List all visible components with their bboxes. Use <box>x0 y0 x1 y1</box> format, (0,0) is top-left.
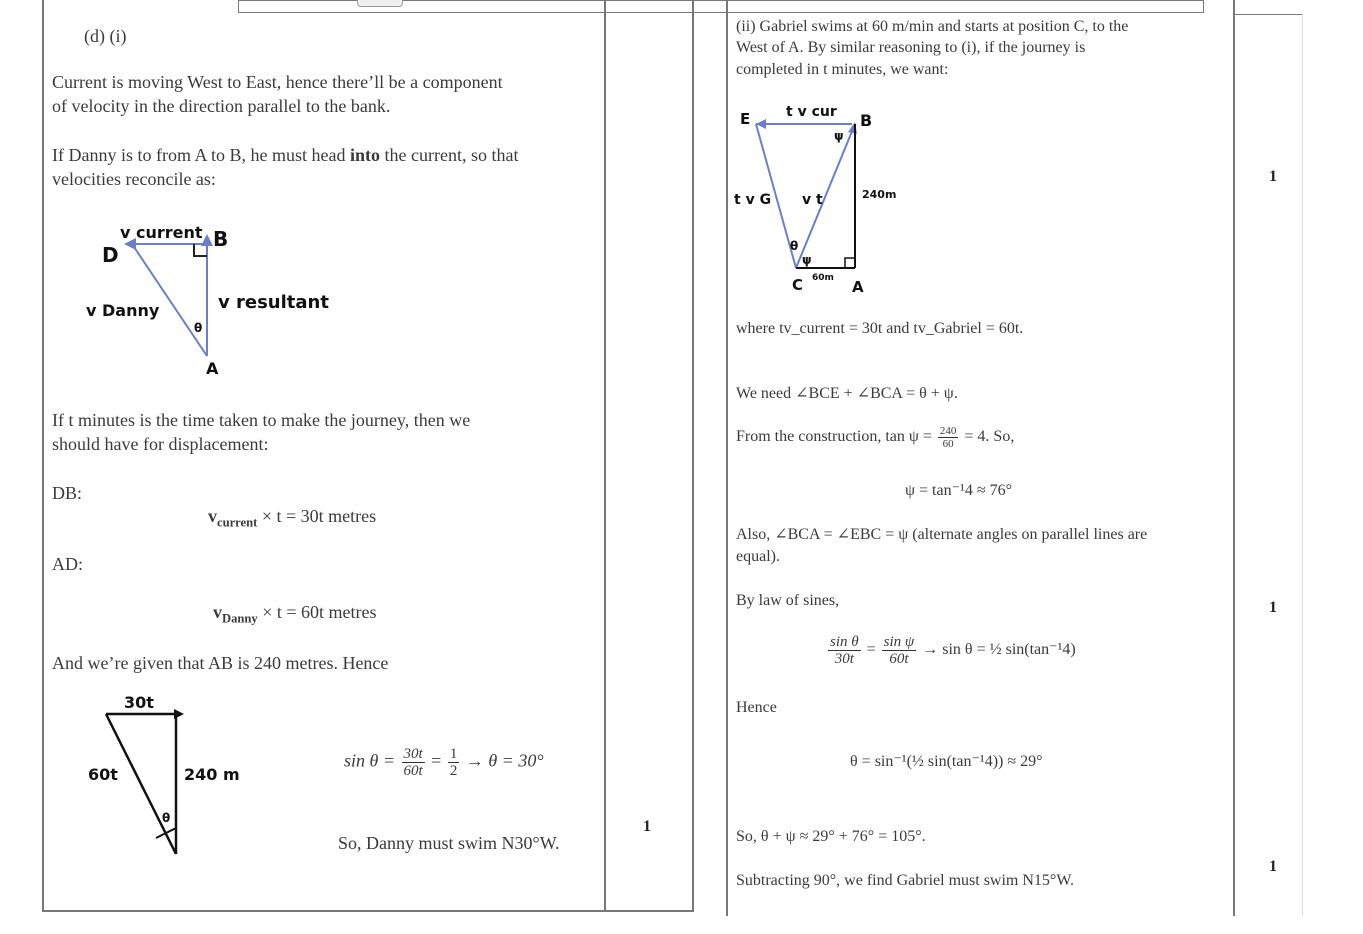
theta-label-2: θ <box>162 811 171 825</box>
point-a-label: A <box>206 359 219 378</box>
v-resultant-label: v resultant <box>218 292 329 313</box>
side-30t-label: 30t <box>124 693 154 712</box>
right-panel-edge <box>1302 14 1303 916</box>
psi-equation: ψ = tan⁻¹4 ≈ 76° <box>905 482 1013 499</box>
paragraph-3-line-2: should have for displacement: <box>52 434 269 454</box>
paragraph-2-line-1: If Danny is to from A to B, he must head into the current, so that <box>52 145 519 165</box>
also-line-1: Also, ∠BCA = ∠EBC = ψ (alternate angles on parallel lines are <box>736 526 1148 543</box>
psi-label-bottom: ψ <box>802 253 812 267</box>
side-240m-label: 240 m <box>184 765 240 784</box>
construction-line: From the construction, tan ψ = $\frac{240}{60}$ = 4. So, <box>736 425 1015 450</box>
v-t-label: v t <box>802 192 823 208</box>
theta-label-right: θ <box>790 239 799 253</box>
t-v-current-label: t v cur <box>786 104 837 120</box>
sines-line: By law of sines, <box>736 592 840 609</box>
intro-line-3: completed in t minutes, we want: <box>736 61 949 78</box>
point-c-label: C <box>792 276 804 294</box>
top-box-right <box>1203 0 1204 12</box>
left-panel-divider <box>604 0 606 912</box>
db-equation: $v_{current} \times t = 30t$ metres <box>208 506 377 530</box>
paragraph-4: And we’re given that AB is 240 metres. Hence <box>52 653 389 673</box>
mark-right-1: 1 <box>1269 168 1277 185</box>
v-danny-label: v Danny <box>86 301 160 320</box>
top-box-left <box>238 0 239 12</box>
where-line: where tv_current = 30t and tv_Gabriel = 60t. <box>736 320 1024 337</box>
right-panel-left-border <box>726 0 728 916</box>
side-240m-label-right: 240m <box>862 188 897 201</box>
need-line: We need ∠BCE + ∠BCA = θ + ψ. <box>736 385 958 402</box>
db-label: DB: <box>52 483 83 503</box>
left-panel-right-border <box>692 0 694 912</box>
theta-equation: θ = sin⁻¹(½ sin(tan⁻¹4)) ≈ 29° <box>850 753 1043 770</box>
side-60t-label: 60t <box>88 765 118 784</box>
hence-label: Hence <box>736 699 777 716</box>
mark-right-2: 1 <box>1269 599 1277 616</box>
paragraph-3-line-1: If t minutes is the time taken to make the journey, then we <box>52 410 471 430</box>
ad-equation: $v_{Danny} \times t = 60t$ metres <box>213 602 377 626</box>
point-b-label: B <box>213 227 229 251</box>
paragraph-1-line-1: Current is moving West to East, hence there’ll be a component <box>52 72 503 92</box>
final-line: Subtracting 90°, we find Gabriel must swim N15°W. <box>736 872 1074 889</box>
intro-line-2: West of A. By similar reasoning to (i), if the journey is <box>736 39 1086 56</box>
displacement-triangle-diagram <box>84 688 284 860</box>
intro-line-1: (ii) Gabriel swims at 60 m/min and starts at position C, to the <box>736 18 1129 35</box>
right-panel-divider <box>1233 0 1235 916</box>
psi-label-top: ψ <box>834 129 844 143</box>
right-panel-top-rule <box>1233 14 1303 15</box>
point-b-label-right: B <box>860 111 873 130</box>
gabriel-diagram <box>730 96 920 302</box>
also-line-2: equal). <box>736 548 780 565</box>
paragraph-1-line-2: of velocity in the direction parallel to the bank. <box>52 96 391 116</box>
sin-theta-equation: sin θ = $\frac{30t}{60t}$ = $\frac{1}{2}$ → θ = 30° <box>344 746 544 779</box>
conclusion-danny: So, Danny must swim N30°W. <box>338 833 560 853</box>
left-panel-bottom-border <box>42 910 693 912</box>
point-e-label: E <box>740 110 751 128</box>
point-a-label-right: A <box>852 278 864 296</box>
mark-left: 1 <box>643 818 651 835</box>
theta-label: θ <box>194 321 203 335</box>
t-v-gabriel-label: t v G <box>734 192 772 208</box>
velocity-triangle-diagram <box>80 216 350 386</box>
paragraph-2-line-2: velocities reconcile as: <box>52 169 216 189</box>
scroll-handle[interactable] <box>357 0 403 7</box>
side-60m-label: 60m <box>812 273 834 283</box>
top-box-bottom <box>238 12 1204 13</box>
point-d-label: D <box>102 243 119 267</box>
part-label: (d) (i) <box>84 26 127 46</box>
mark-right-3: 1 <box>1269 858 1277 875</box>
sines-equation: $\frac{\text{sin θ}}{30t}$ = $\frac{\text{sin ψ}}{60t}$ → sin θ = ½ sin(tan⁻¹4) <box>830 634 1076 667</box>
v-current-label: v current <box>120 223 203 242</box>
ad-label: AD: <box>52 554 83 574</box>
left-panel-left-border <box>42 0 44 912</box>
sum-line: So, θ + ψ ≈ 29° + 76° = 105°. <box>736 828 926 845</box>
